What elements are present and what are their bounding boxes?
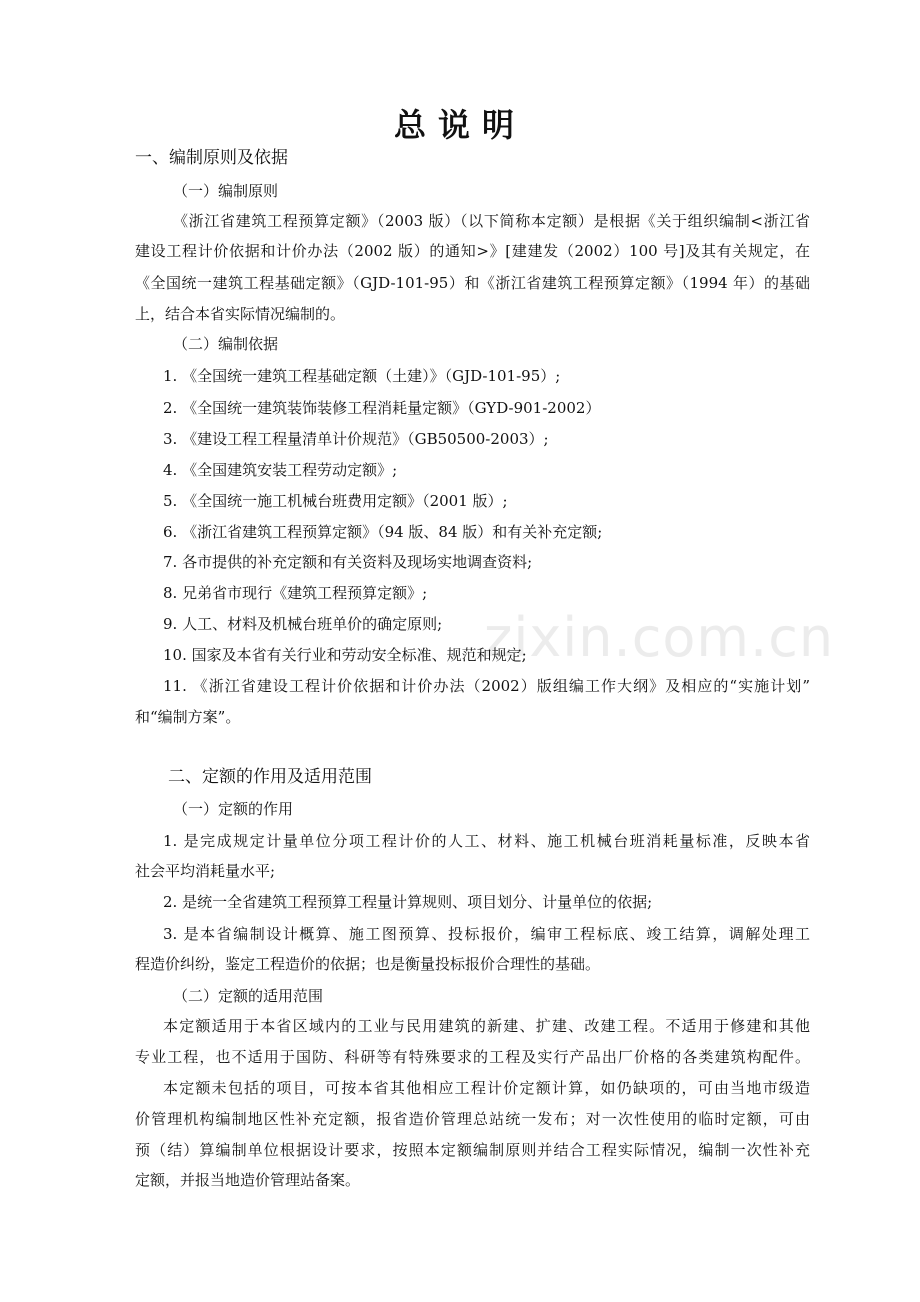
list-item: 9. 人工、材料及机械台班单价的确定原则; bbox=[163, 615, 443, 633]
paragraph-line: 本定额未包括的项目，可按本省其他相应工程计价定额计算，如仍缺项的，可由当地市级造 bbox=[163, 1079, 810, 1097]
list-item: 2. 是统一全省建筑工程预算工程量计算规则、项目划分、计量单位的依据; bbox=[163, 893, 653, 911]
section-heading: 一、编制原则及依据 bbox=[135, 148, 288, 168]
watermark: zixin.com.cn bbox=[484, 606, 835, 669]
list-item: 5. 《全国统一施工机械台班费用定额》（2001 版）; bbox=[163, 492, 508, 510]
list-item: 7. 各市提供的补充定额和有关资料及现场实地调查资料; bbox=[163, 553, 533, 571]
list-item: 6. 《浙江省建筑工程预算定额》（94 版、84 版）和有关补充定额; bbox=[163, 523, 603, 541]
list-item: 3. 是本省编制设计概算、施工图预算、投标报价，编审工程标底、竣工结算，调解处理工 bbox=[163, 925, 810, 943]
list-item: 3. 《建设工程工程量清单计价规范》（GB50500-2003）; bbox=[163, 430, 549, 448]
subsection-heading: （二）编制依据 bbox=[173, 335, 279, 353]
list-item-continuation: 社会平均消耗量水平; bbox=[135, 862, 276, 880]
paragraph-line: 《浙江省建筑工程预算定额》（2003 版）（以下简称本定额）是根据《关于组织编制<浙江省 bbox=[173, 212, 810, 230]
list-item: 11. 《浙江省建设工程计价依据和计价办法（2002）版组编工作大纲》及相应的“实施计划” bbox=[163, 677, 810, 695]
list-item: 4. 《全国建筑安装工程劳动定额》; bbox=[163, 461, 398, 479]
list-item: 1. 《全国统一建筑工程基础定额（土建）》（GJD-101-95）; bbox=[163, 367, 561, 385]
paragraph-line: 专业工程，也不适用于国防、科研等有特殊要求的工程及实行产品出厂价格的各类建筑构配件。 bbox=[135, 1048, 810, 1066]
list-item: 10. 国家及本省有关行业和劳动安全标准、规范和规定; bbox=[163, 646, 527, 664]
list-item-continuation: 程造价纠纷，鉴定工程造价的依据；也是衡量投标报价合理性的基础。 bbox=[135, 955, 601, 973]
paragraph-line: 建设工程计价依据和计价办法（2002 版）的通知>》[建建发（2002）100 号]及其有关规定，在 bbox=[135, 242, 810, 260]
list-item-continuation: 和“编制方案”。 bbox=[135, 708, 241, 726]
section-heading: 二、定额的作用及适用范围 bbox=[168, 767, 372, 787]
subsection-heading: （二）定额的适用范围 bbox=[173, 987, 324, 1005]
paragraph-line: 《全国统一建筑工程基础定额》（GJD-101-95）和《浙江省建筑工程预算定额》（1994 年）的基础 bbox=[135, 274, 810, 292]
list-item: 1. 是完成规定计量单位分项工程计价的人工、材料、施工机械台班消耗量标准，反映本省 bbox=[163, 832, 810, 850]
subsection-heading: （一）定额的作用 bbox=[173, 800, 294, 818]
page-title: 总说明 bbox=[393, 106, 526, 144]
paragraph-line: 预（结）算编制单位根据设计要求，按照本定额编制原则并结合工程实际情况，编制一次性补充 bbox=[135, 1141, 810, 1159]
subsection-heading: （一）编制原则 bbox=[173, 182, 279, 200]
paragraph-line: 价管理机构编制地区性补充定额，报省造价管理总站统一发布；对一次性使用的临时定额，可由 bbox=[135, 1110, 810, 1128]
list-item: 8. 兄弟省市现行《建筑工程预算定额》; bbox=[163, 584, 428, 602]
list-item: 2. 《全国统一建筑装饰装修工程消耗量定额》（GYD-901-2002） bbox=[163, 399, 601, 417]
paragraph-line: 上，结合本省实际情况编制的。 bbox=[135, 305, 346, 323]
paragraph-line: 本定额适用于本省区域内的工业与民用建筑的新建、扩建、改建工程。不适用于修建和其他 bbox=[163, 1017, 810, 1035]
paragraph-line: 定额，并报当地造价管理站备案。 bbox=[135, 1171, 361, 1189]
